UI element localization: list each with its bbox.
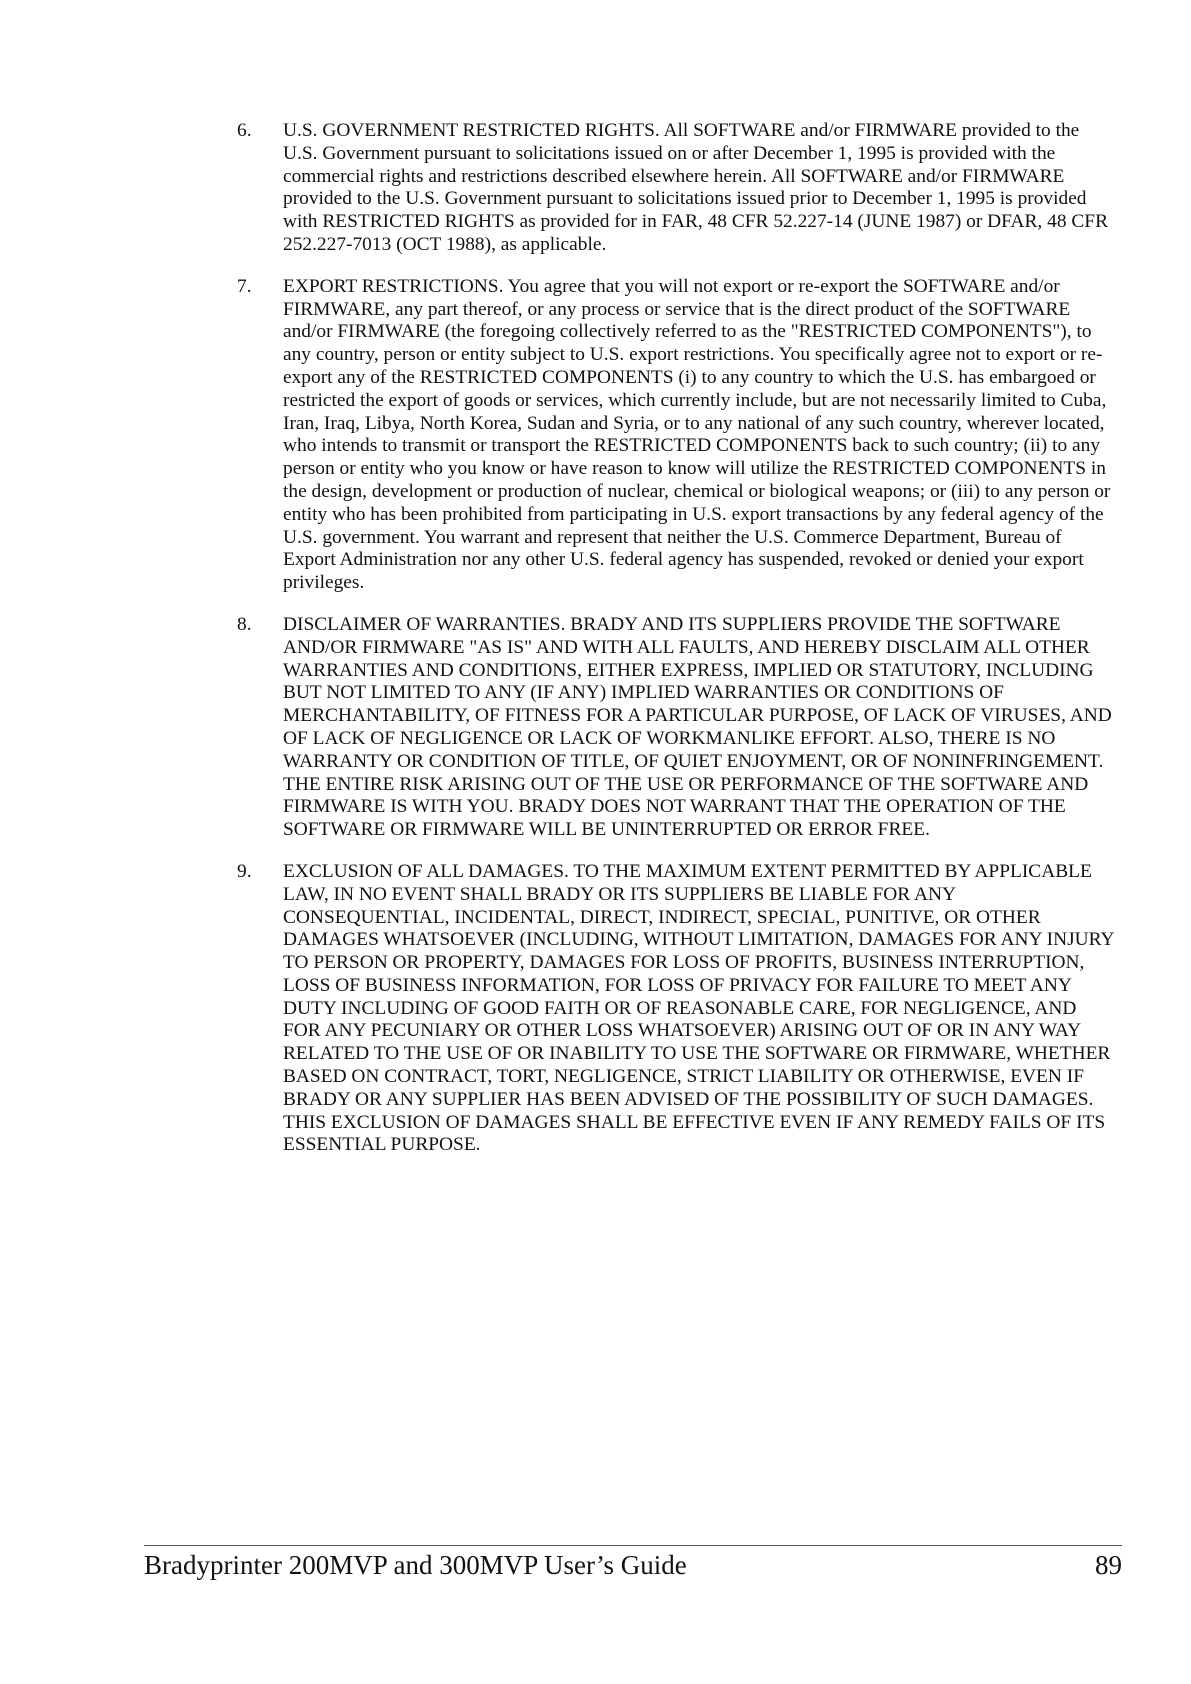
- page-footer: [144, 1545, 1122, 1580]
- clause-text: U.S. GOVERNMENT RESTRICTED RIGHTS. All SOFTWARE and/or FIRMWARE provided to the U.S. Government pursuant to solicitations issued on or after December 1, 1995 is provided with the commercial rights and restrictions described elsewhere herein. All SOFTWARE and/or FIRMWARE provided to the U.S. Government pursuant to solicitations issued prior to December 1, 1995 is provided with RESTRICTED RIGHTS as provided for in FAR, 48 CFR 52.227-14 (JUNE 1987) or DFAR, 48 CFR 252.227-7013 (OCT 1988), as applicable.: [283, 120, 1109, 255]
- clause-6: [237, 120, 1117, 257]
- clause-8: [237, 614, 1117, 842]
- footer-title: Bradyprinter 200MVP and 300MVP User’s Guide: [144, 1550, 687, 1580]
- page-number: 89: [1095, 1550, 1122, 1580]
- clause-9: [237, 861, 1117, 1157]
- clause-number: 6.: [237, 120, 252, 141]
- clause-text: DISCLAIMER OF WARRANTIES. BRADY AND ITS SUPPLIERS PROVIDE THE SOFTWARE AND/OR FIRMWARE "AS IS" AND WITH ALL FAULTS, AND HEREBY DISCLAIM ALL OTHER WARRANTIES AND CONDITIONS, EITHER EXPRESS, IMPLIED OR STATUTORY, INCLUDING BUT NOT LIMITED TO ANY (IF ANY) IMPLIED WARRANTIES OR CONDITIONS OF MERCHANTABILITY, OF FITNESS FOR A PARTICULAR PURPOSE, OF LACK OF VIRUSES, AND OF LACK OF NEGLIGENCE OR LACK OF WORKMANLIKE EFFORT. ALSO, THERE IS NO WARRANTY OR CONDITION OF TITLE, OF QUIET ENJOYMENT, OR OF NONINFRINGEMENT. THE ENTIRE RISK ARISING OUT OF THE USE OR PERFORMANCE OF THE SOFTWARE AND FIRMWARE IS WITH YOU. BRADY DOES NOT WARRANT THAT THE OPERATION OF THE SOFTWARE OR FIRMWARE WILL BE UNINTERRUPTED OR ERROR FREE.: [283, 613, 1112, 841]
- license-clause-list: [237, 120, 1117, 1176]
- clause-text: EXPORT RESTRICTIONS. You agree that you will not export or re-export the SOFTWARE and/or FIRMWARE, any part thereof, or any process or service that is the direct product of the SOFTWARE and/or FIRMWARE (the foregoing collectively referred to as the "RESTRICTED COMPONENTS"), to any country, person or entity subject to U.S. export restrictions. You specifically agree not to export or re-export any of the RESTRICTED COMPONENTS (i) to any country to which the U.S. has embargoed or restricted the export of goods or services, which currently include, but are not necessarily limited to Cuba, Iran, Iraq, Libya, North Korea, Sudan and Syria, or to any national of any such country, wherever located, who intends to transmit or transport the RESTRICTED COMPONENTS back to such country; (ii) to any person or entity who you know or have reason to know will utilize the RESTRICTED COMPONENTS in the design, development or production of nuclear, chemical or biological weapons; or (iii) to any person or entity who has been prohibited from participating in U.S. export transactions by any federal agency of the U.S. government. You warrant and represent that neither the U.S. Commerce Department, Bureau of Export Administration nor any other U.S. federal agency has suspended, revoked or denied your export privileges.: [283, 275, 1111, 594]
- clause-7: [237, 276, 1117, 595]
- clause-text: EXCLUSION OF ALL DAMAGES. TO THE MAXIMUM EXTENT PERMITTED BY APPLICABLE LAW, IN NO EVENT SHALL BRADY OR ITS SUPPLIERS BE LIABLE FOR ANY CONSEQUENTIAL, INCIDENTAL, DIRECT, INDIRECT, SPECIAL, PUNITIVE, OR OTHER DAMAGES WHATSOEVER (INCLUDING, WITHOUT LIMITATION, DAMAGES FOR ANY INJURY TO PERSON OR PROPERTY, DAMAGES FOR LOSS OF PROFITS, BUSINESS INTERRUPTION, LOSS OF BUSINESS INFORMATION, FOR LOSS OF PRIVACY FOR FAILURE TO MEET ANY DUTY INCLUDING OF GOOD FAITH OR OF REASONABLE CARE, FOR NEGLIGENCE, AND FOR ANY PECUNIARY OR OTHER LOSS WHATSOEVER) ARISING OUT OF OR IN ANY WAY RELATED TO THE USE OF OR INABILITY TO USE THE SOFTWARE OR FIRMWARE, WHETHER BASED ON CONTRACT, TORT, NEGLIGENCE, STRICT LIABILITY OR OTHERWISE, EVEN IF BRADY OR ANY SUPPLIER HAS BEEN ADVISED OF THE POSSIBILITY OF SUCH DAMAGES. THIS EXCLUSION OF DAMAGES SHALL BE EFFECTIVE EVEN IF ANY REMEDY FAILS OF ITS ESSENTIAL PURPOSE.: [283, 860, 1114, 1156]
- clause-number: 8.: [237, 613, 252, 635]
- clause-number: 7.: [237, 275, 252, 297]
- clause-number: 9.: [237, 860, 252, 882]
